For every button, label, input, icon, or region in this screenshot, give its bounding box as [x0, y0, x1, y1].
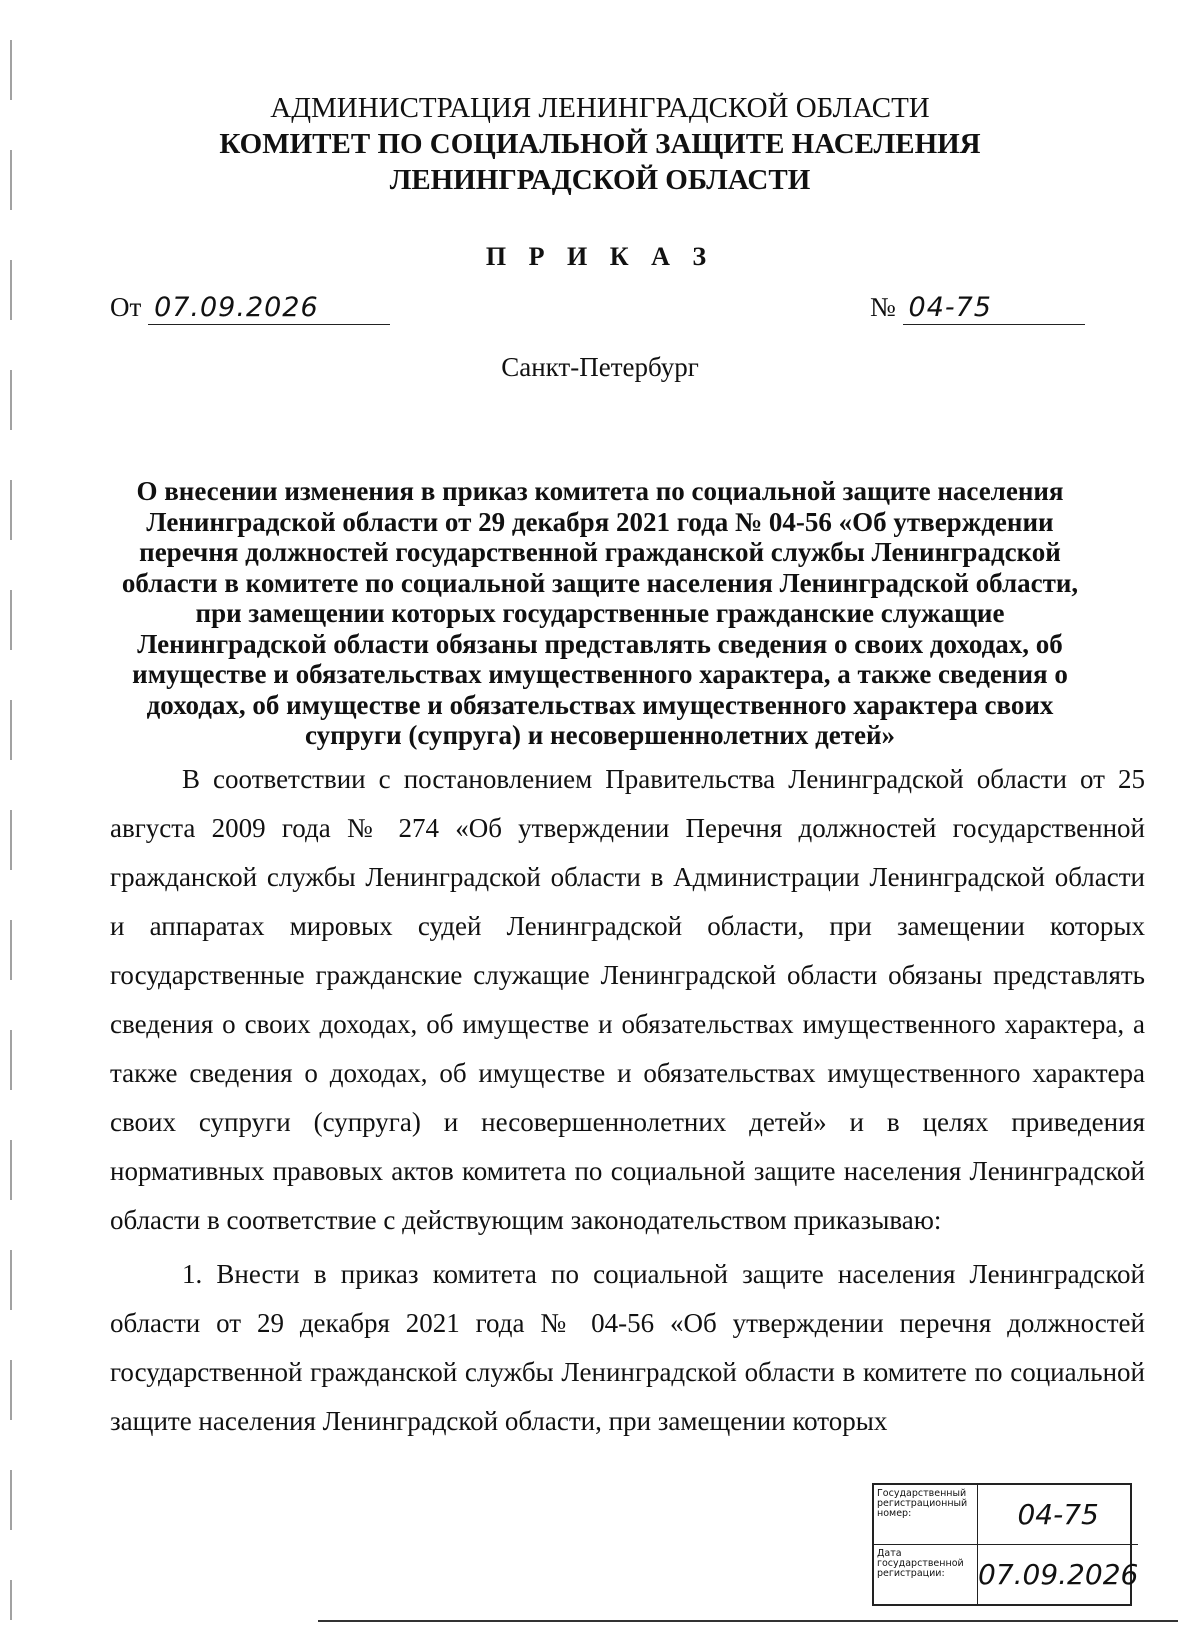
date-label: От	[110, 292, 142, 322]
reg-date-label: Дата государственной регистрации:	[874, 1545, 978, 1605]
date-field	[110, 292, 390, 325]
paragraph-item-1: 1. Внести в приказ комитета по социальной защите населения Ленинградской области от 29 декабря 2021 года № 04-56 «Об утверждении перечня должностей государственной гражданской службы Ленинградской области в комитете по социальной защите населения Ленинградской области, при замещении которых	[110, 1259, 1145, 1436]
number-label: №	[870, 292, 896, 322]
paragraph-preamble: В соответствии с постановлением Правительства Ленинградской области от 25 августа 2009 года № 274 «Об утверждении Перечня должностей государственной гражданской службы Ленинградской области в Администрации Ленинградской области и аппаратах мировых судей Ленинградской области, при замещении которых государственные гражданские служащие Ленинградской области обязаны представлять сведения о своих доходах, об имуществе и обязательствах имущественного характера, а также сведения о доходах, об имуществе и обязательствах имущественного характера своих супруги (супруга) и несовершеннолетних детей» и в целях приведения нормативных правовых актов комитета по социальной защите населения Ленинградской области в соответствие с действующим законодательством приказываю:	[110, 764, 1145, 1235]
header-region: ЛЕНИНГРАДСКОЙ ОБЛАСТИ	[389, 164, 811, 196]
reg-date-value: 07.09.2026	[978, 1557, 1139, 1591]
document-type: П Р И К А З	[485, 242, 715, 271]
header-committee: КОМИТЕТ ПО СОЦИАЛЬНОЙ ЗАЩИТЕ НАСЕЛЕНИЯ	[219, 128, 981, 160]
city: Санкт-Петербург	[501, 352, 699, 382]
registration-stamp	[872, 1483, 1139, 1606]
reg-number-label: Государственный регистрационный номер:	[874, 1485, 978, 1545]
document-title: О внесении изменения в приказ комитета по социальной защите населения Ленинградской области от 29 декабря 2021 года № 04-56 «Об утверждении перечня должностей государственной гражданской службы Ленинградской области в комитете по социальной защите населения Ленинградской области, при замещении которых государственные гражданские служащие Ленинградской области обязаны представлять сведения о своих доходах, об имуществе и обязательствах имущественного характера, а также сведения о доходах, об имуществе и обязательствах имущественного характера своих супруги (супруга) и несовершеннолетних детей»	[121, 476, 1079, 750]
number-handwritten: 04-75	[903, 292, 1085, 325]
header-administration: АДМИНИСТРАЦИЯ ЛЕНИНГРАДСКОЙ ОБЛАСТИ	[270, 92, 930, 124]
scan-margin-edge	[10, 40, 12, 1620]
number-field	[870, 292, 1085, 325]
reg-number-value: 04-75	[978, 1485, 1138, 1545]
scan-bottom-edge	[318, 1620, 1178, 1622]
date-handwritten: 07.09.2026	[148, 292, 390, 325]
